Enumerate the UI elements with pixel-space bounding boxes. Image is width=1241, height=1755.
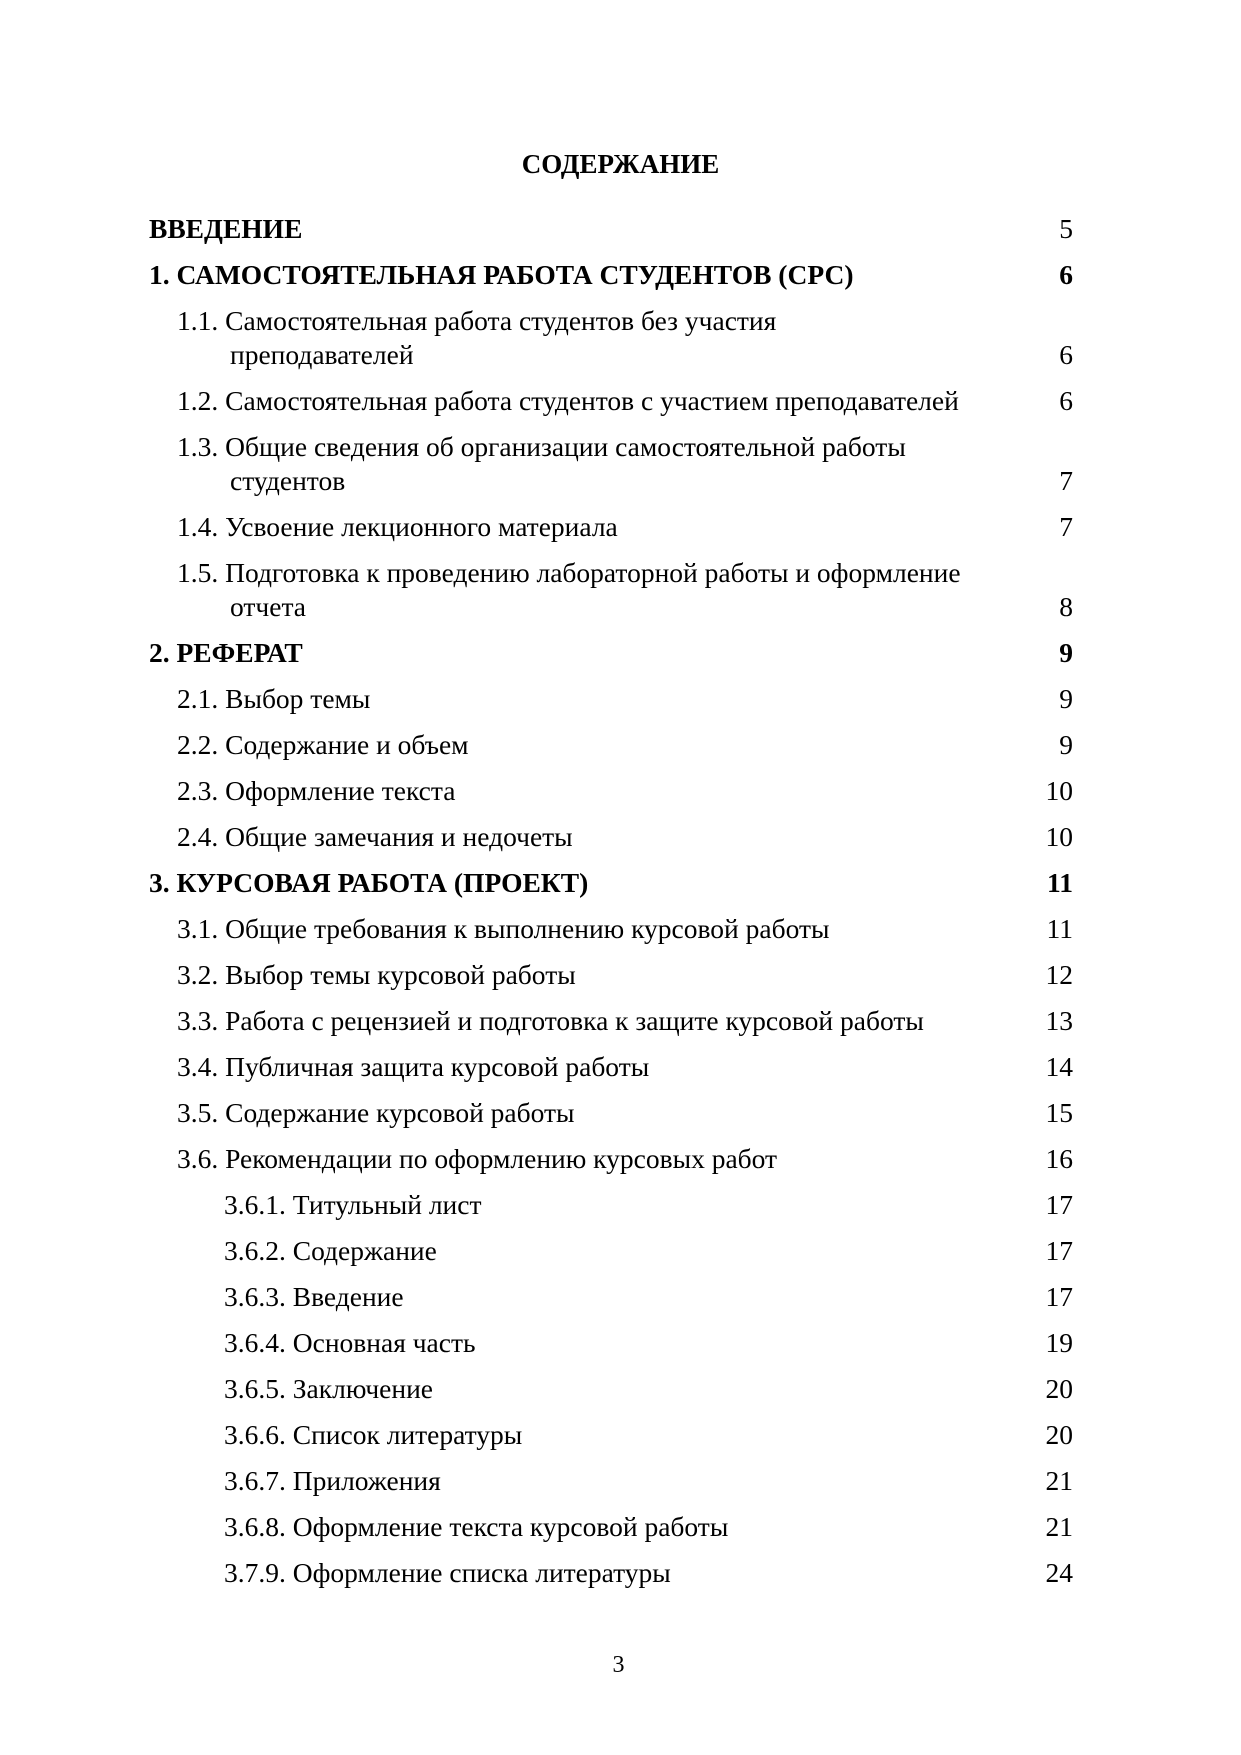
toc-entry — [149, 1004, 1073, 1038]
toc-entry-text-continuation: отчета — [230, 591, 307, 622]
toc-entry — [149, 1372, 1073, 1406]
toc-entry-page: 21 — [1045, 1511, 1073, 1542]
toc-entry-page: 6 — [1059, 385, 1073, 416]
toc-entry-title — [149, 820, 573, 854]
toc-entry-page: 6 — [1059, 339, 1073, 370]
toc-entry-page: 9 — [1059, 637, 1073, 668]
toc-entry-title — [149, 1234, 437, 1268]
toc-entry-page: 10 — [1045, 775, 1073, 806]
toc-entry-page: 8 — [1059, 591, 1073, 622]
toc-entry-title — [149, 1510, 728, 1544]
toc-entry-text: 1.4. Усвоение лекционного материала — [177, 511, 618, 542]
toc-entry — [149, 1188, 1073, 1222]
toc-entry-text: 3.7.9. Оформление списка литературы — [224, 1557, 671, 1588]
toc-entry-page: 17 — [1045, 1235, 1073, 1266]
toc-entry-page: 20 — [1045, 1373, 1073, 1404]
toc-entry-title — [149, 258, 853, 292]
toc-entry — [149, 958, 1073, 992]
toc-entry-title — [149, 1004, 924, 1038]
toc-entry-page: 21 — [1045, 1465, 1073, 1496]
toc-entry-title — [149, 1280, 404, 1314]
toc-entry-text: 3.1. Общие требования к выполнению курсовой работы — [177, 913, 830, 944]
toc-entry-page: 16 — [1045, 1143, 1073, 1174]
toc-entry-page: 5 — [1059, 213, 1073, 244]
toc-entry — [149, 774, 1073, 808]
toc-entry — [149, 1280, 1073, 1314]
toc-entry-text: 3. КУРСОВАЯ РАБОТА (ПРОЕКТ) — [149, 867, 589, 898]
toc-entry-title — [149, 682, 370, 716]
toc-entry-page: 9 — [1059, 729, 1073, 760]
toc-entry-page: 19 — [1045, 1327, 1073, 1358]
toc-entry-title — [149, 728, 469, 762]
toc-entry-text: 2.3. Оформление текста — [177, 775, 456, 806]
toc-entry-text: 1.5. Подготовка к проведению лабораторной работы и оформление — [177, 557, 961, 588]
toc-entry-page: 13 — [1045, 1005, 1073, 1036]
toc-entry-title — [149, 304, 776, 372]
toc-entry-text: 3.6.5. Заключение — [224, 1373, 433, 1404]
toc-entry-text: 2.1. Выбор темы — [177, 683, 371, 714]
toc-entry — [149, 1234, 1073, 1268]
toc-entry-text: ВВЕДЕНИЕ — [149, 213, 303, 244]
toc-entry-page: 12 — [1045, 959, 1073, 990]
toc-entry — [149, 636, 1073, 670]
toc-entry — [149, 682, 1073, 716]
toc-entry-title — [149, 1326, 476, 1360]
toc-entry — [149, 556, 1073, 624]
toc-entry-text: 2. РЕФЕРАТ — [149, 637, 303, 668]
toc-entry-title — [149, 958, 576, 992]
page-title: СОДЕРЖАНИЕ — [521, 149, 720, 179]
toc-entry-title — [149, 636, 303, 670]
toc-entry — [149, 1142, 1073, 1176]
toc-entry-page: 6 — [1059, 259, 1073, 290]
toc-entry-text: 3.6. Рекомендации по оформлению курсовых работ — [177, 1143, 778, 1174]
toc-entry-text: 1.2. Самостоятельная работа студентов с участием преподавателей — [177, 385, 959, 416]
page-number: 3 — [612, 1652, 625, 1678]
toc-entry — [149, 1326, 1073, 1360]
toc-entry-page: 10 — [1045, 821, 1073, 852]
toc-entry-title — [149, 1096, 575, 1130]
toc-entry-page: 11 — [1046, 913, 1073, 944]
toc-entry-text: 3.6.1. Титульный лист — [224, 1189, 482, 1220]
toc-entry — [149, 1510, 1073, 1544]
toc-entry-page: 9 — [1059, 683, 1073, 714]
toc-entry-text: 3.6.7. Приложения — [224, 1465, 441, 1496]
toc-entry — [149, 820, 1073, 854]
toc-entry-title — [149, 510, 618, 544]
toc-entry-title — [149, 1050, 649, 1084]
toc-entry-text: 1. САМОСТОЯТЕЛЬНАЯ РАБОТА СТУДЕНТОВ (СРС) — [149, 259, 854, 290]
toc-entry-page: 15 — [1045, 1097, 1073, 1128]
toc-entry-text: 2.4. Общие замечания и недочеты — [177, 821, 573, 852]
toc-entry-text: 3.6.6. Список литературы — [224, 1419, 523, 1450]
toc-entry — [149, 1464, 1073, 1498]
toc-entry-page: 7 — [1059, 511, 1073, 542]
toc-entry — [149, 212, 1073, 246]
toc-entry-page: 20 — [1045, 1419, 1073, 1450]
toc-entry-text: 3.6.2. Содержание — [224, 1235, 437, 1266]
toc-entry-title — [149, 430, 906, 498]
toc-entry-text-continuation: студентов — [230, 465, 346, 496]
toc-entry-page: 17 — [1045, 1281, 1073, 1312]
toc-entry — [149, 866, 1073, 900]
toc-entry-page: 17 — [1045, 1189, 1073, 1220]
toc-entry-text: 3.3. Работа с рецензией и подготовка к защите курсовой работы — [177, 1005, 924, 1036]
toc-entry-text: 3.6.3. Введение — [224, 1281, 404, 1312]
toc-entry-title — [149, 1372, 433, 1406]
toc-entry — [149, 304, 1073, 372]
toc-entry — [149, 510, 1073, 544]
toc-entry-title — [149, 556, 961, 624]
toc-entry — [149, 1050, 1073, 1084]
toc-entry-title — [149, 1556, 671, 1590]
toc-entry — [149, 1418, 1073, 1452]
toc-entry-page: 24 — [1045, 1557, 1073, 1588]
toc-entry-title — [149, 866, 588, 900]
toc-entry — [149, 384, 1073, 418]
toc-entry-text: 3.2. Выбор темы курсовой работы — [177, 959, 576, 990]
toc-entry-text: 1.1. Самостоятельная работа студентов без участия — [177, 305, 777, 336]
toc-entry-text: 3.6.8. Оформление текста курсовой работы — [224, 1511, 729, 1542]
toc-entry-text: 3.5. Содержание курсовой работы — [177, 1097, 575, 1128]
toc-entry-text: 3.4. Публичная защита курсовой работы — [177, 1051, 650, 1082]
toc-entry — [149, 912, 1073, 946]
toc-entry-text: 1.3. Общие сведения об организации самостоятельной работы — [177, 431, 906, 462]
toc-entry-title — [149, 1188, 482, 1222]
toc-entry-text: 3.6.4. Основная часть — [224, 1327, 476, 1358]
toc-entry-text-continuation: преподавателей — [230, 339, 414, 370]
toc-entry-title — [149, 912, 829, 946]
toc-entry — [149, 1096, 1073, 1130]
toc-entry — [149, 1556, 1073, 1590]
toc-entry-page: 11 — [1047, 867, 1073, 898]
toc-entry-title — [149, 212, 302, 246]
table-of-contents — [149, 212, 1073, 1602]
toc-entry-title — [149, 1418, 522, 1452]
toc-entry-title — [149, 1464, 441, 1498]
toc-entry-text: 2.2. Содержание и объем — [177, 729, 469, 760]
toc-entry — [149, 258, 1073, 292]
toc-entry-title — [149, 1142, 777, 1176]
toc-entry-page: 7 — [1059, 465, 1073, 496]
toc-entry-title — [149, 774, 455, 808]
toc-entry-title — [149, 384, 959, 418]
toc-entry-page: 14 — [1045, 1051, 1073, 1082]
toc-entry — [149, 430, 1073, 498]
toc-entry — [149, 728, 1073, 762]
